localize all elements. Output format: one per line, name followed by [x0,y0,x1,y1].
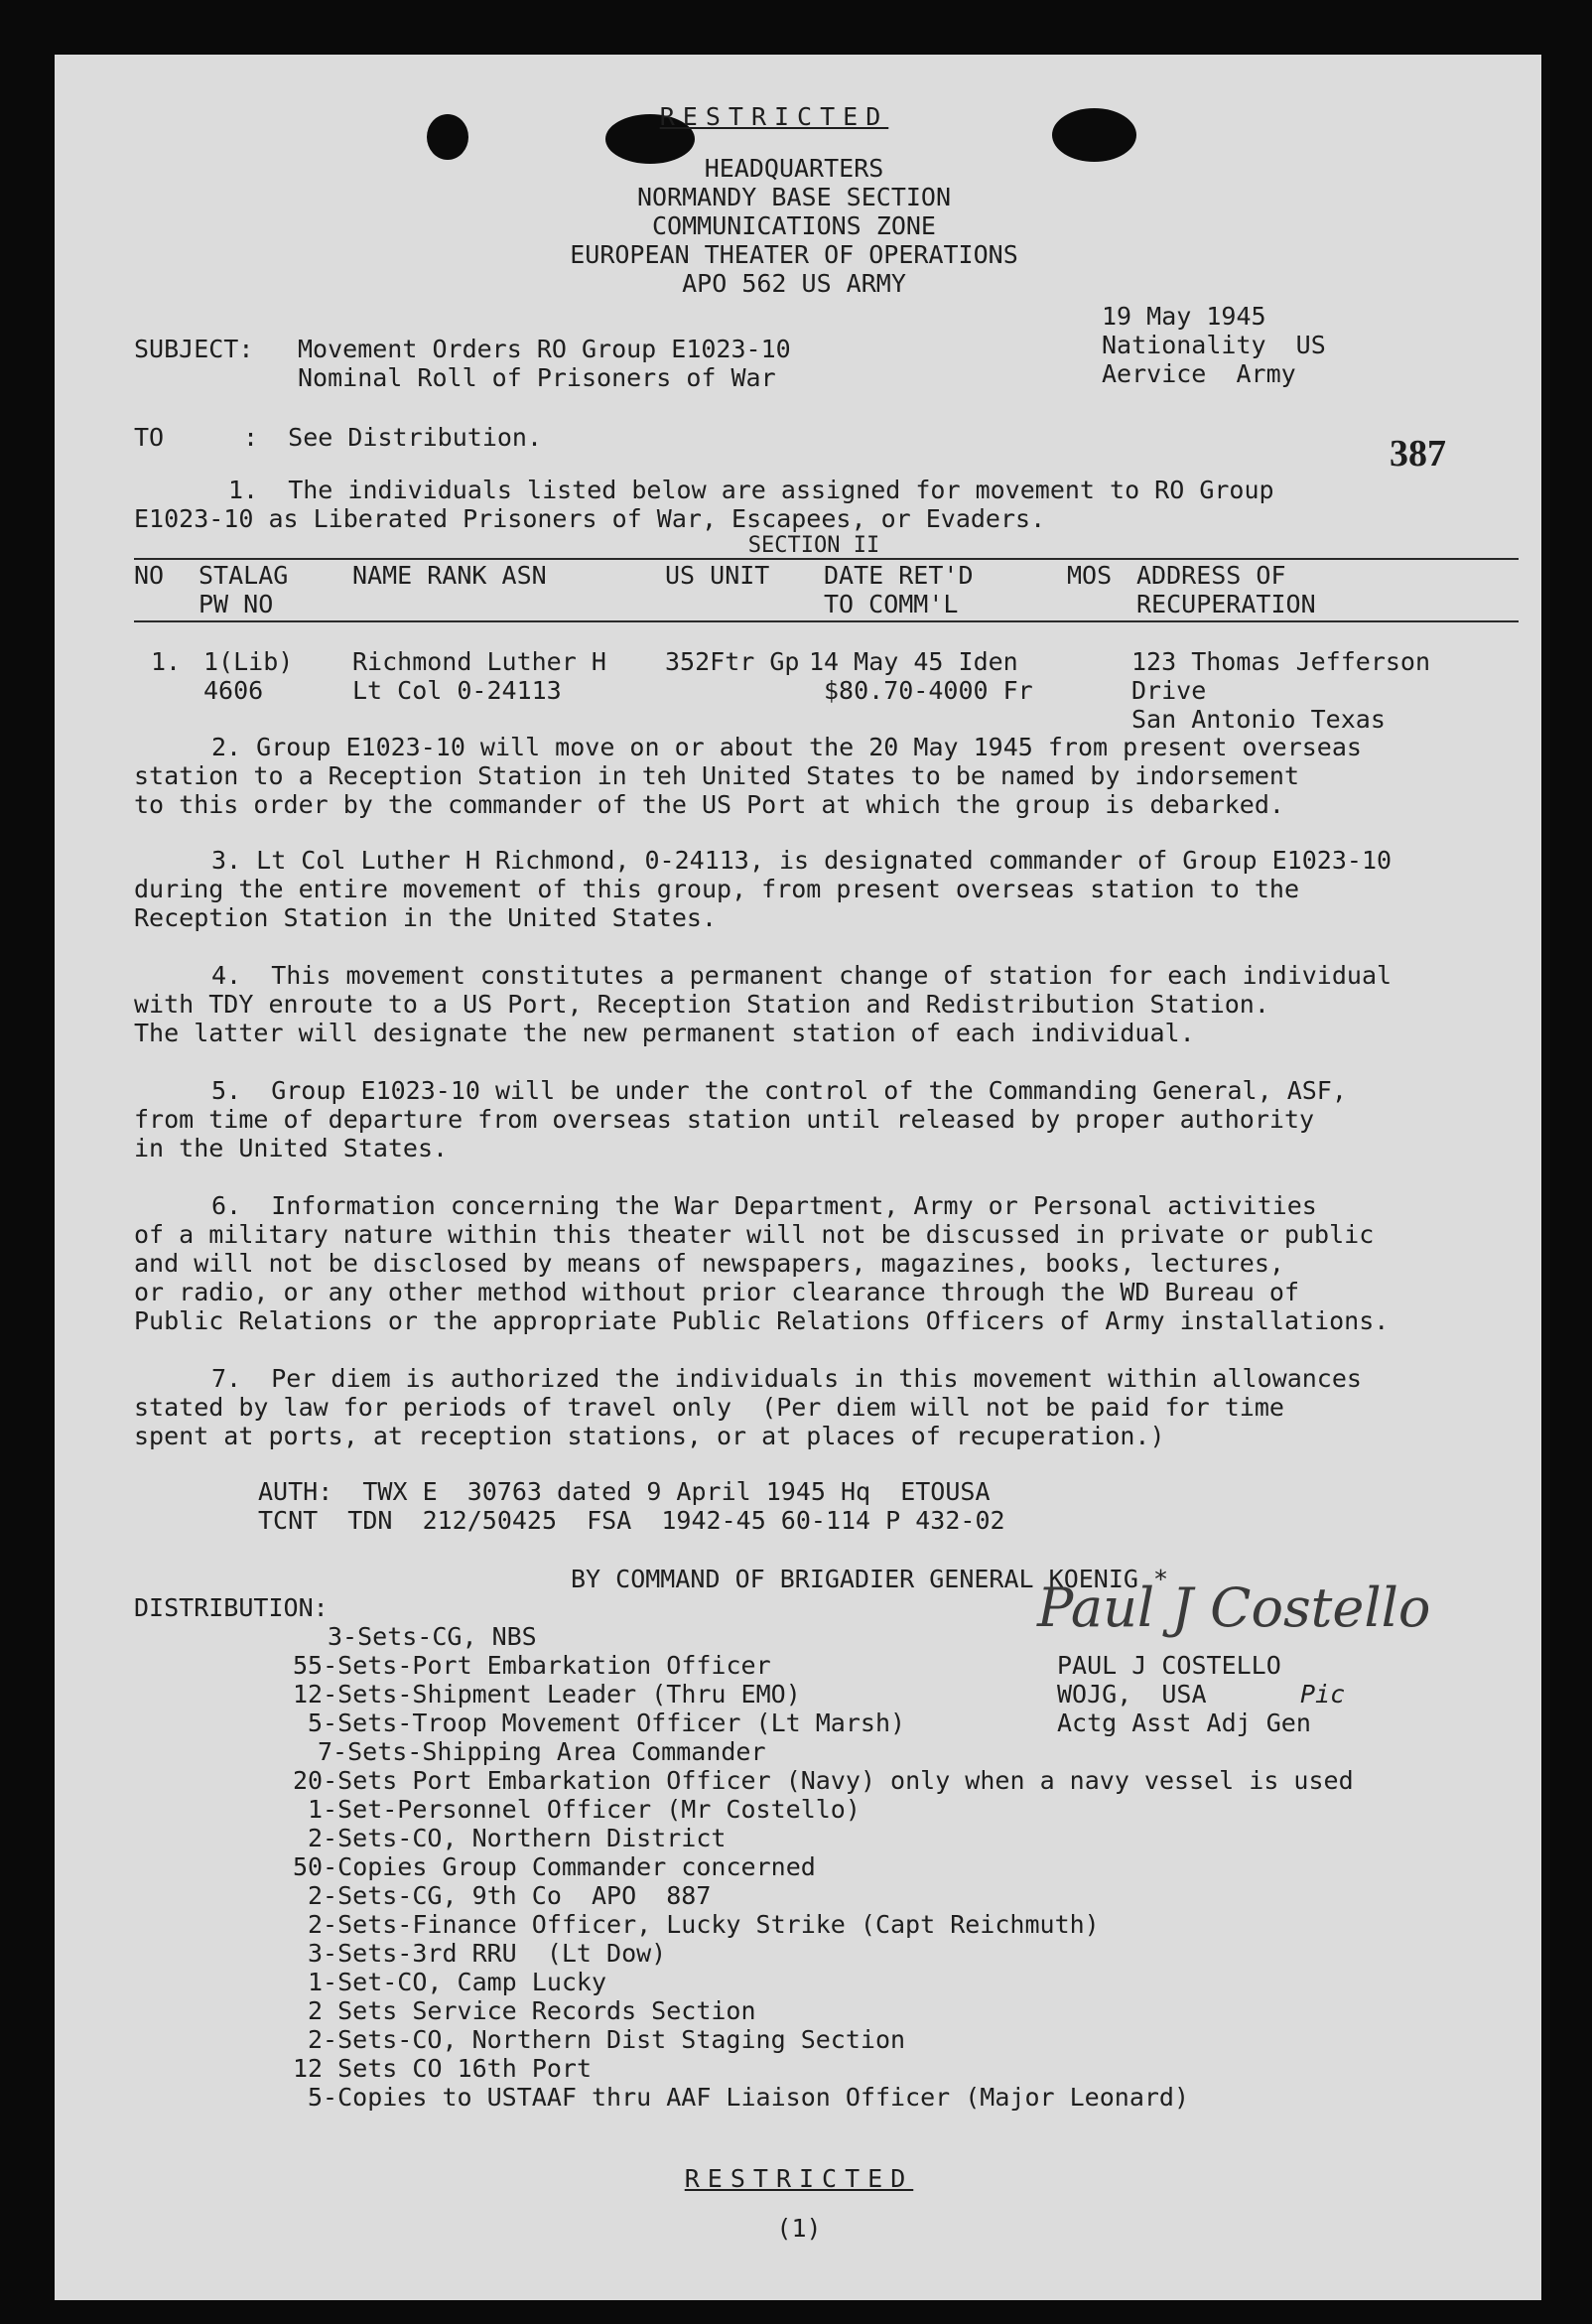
row-address: San Antonio Texas [1131,705,1386,734]
paragraph-line: with TDY enroute to a US Port, Reception Station and Redistribution Station. [134,990,1269,1019]
row-name: Richmond Luther H [352,647,606,676]
table-header-stalag: PW NO [199,590,274,618]
page-number: (1) [776,2214,822,2243]
paragraph-line: Public Relations or the appropriate Public Relations Officers of Army installations. [134,1306,1390,1335]
distribution-item: 3-Sets-3rd RRU (Lt Dow) [308,1939,667,1968]
table-header-date: DATE RET'D [824,561,974,590]
table-header-date: TO COMM'L [824,590,959,618]
paragraph-line: stated by law for periods of travel only (Per diem will not be paid for time [134,1393,1284,1422]
paragraph-line: E1023-10 as Liberated Prisoners of War, Escapees, or Evaders. [134,504,1046,533]
paragraph-line: 3. Lt Col Luther H Richmond, 0-24113, is designated commander of Group E1023-10 [211,846,1393,875]
distribution-item: 12 Sets CO 16th Port [293,2054,593,2083]
distribution-item: 3-Sets-CG, NBS [328,1622,537,1651]
paragraph-line: or radio, or any other method without prior clearance through the WD Bureau of [134,1278,1299,1306]
org-line: NORMANDY BASE SECTION [636,183,952,211]
document-page [55,55,1541,2300]
nationality: Nationality US [1102,331,1326,359]
table-header-name: NAME RANK ASN [352,561,547,590]
row-name: Lt Col 0-24113 [352,676,562,705]
table-header-address: RECUPERATION [1136,590,1316,618]
paragraph-line: to this order by the commander of the US Port at which the group is debarked. [134,790,1284,819]
paragraph-line: 7. Per diem is authorized the individuals in this movement within allowances [211,1364,1362,1393]
subject-line: Movement Orders RO Group E1023-10 [298,335,791,363]
org-line: EUROPEAN THEATER OF OPERATIONS [570,240,1018,269]
distribution-item: 1-Set-Personnel Officer (Mr Costello) [308,1795,861,1824]
service: Aervice Army [1102,359,1296,388]
row-date: 14 May 45 Iden [809,647,1018,676]
signature-title: Actg Asst Adj Gen [1057,1709,1311,1737]
distribution-item: 2 Sets Service Records Section [308,1996,756,2025]
paragraph-line: Reception Station in the United States. [134,903,717,932]
page-stamp: 387 [1390,433,1446,475]
distribution-item: 55-Sets-Port Embarkation Officer [293,1651,771,1680]
classification-header: RESTRICTED [659,102,889,131]
paragraph-line: in the United States. [134,1134,449,1162]
row-no: 1. [151,647,182,676]
table-rule [134,558,1519,560]
to-label: TO [134,423,165,452]
table-header-address: ADDRESS OF [1136,561,1286,590]
row-unit: 352Ftr Gp [665,647,800,676]
paragraph-line: and will not be disclosed by means of newspapers, magazines, books, lectures, [134,1249,1284,1278]
document-date: 19 May 1945 [1102,302,1266,331]
distribution-label: DISTRIBUTION: [134,1593,329,1622]
classification-footer: RESTRICTED [684,2164,914,2193]
auth-line: AUTH: TWX E 30763 dated 9 April 1945 Hq ETOUSA [258,1477,991,1506]
table-header-mos: MOS [1067,561,1113,590]
distribution-item: 7-Sets-Shipping Area Commander [318,1737,766,1766]
distribution-item: 2-Sets-CO, Northern District [308,1824,727,1852]
paragraph-line: 2. Group E1023-10 will move on or about the 20 May 1945 from present overseas [211,733,1362,761]
table-header-unit: US UNIT [665,561,770,590]
row-date: $80.70-4000 Fr [824,676,1033,705]
paragraph-line: 4. This movement constitutes a permanent change of station for each individual [211,961,1393,990]
distribution-item: 50-Copies Group Commander concerned [293,1852,816,1881]
distribution-item: 5-Copies to USTAAF thru AAF Liaison Officer (Major Leonard) [308,2083,1190,2112]
paragraph-line: 5. Group E1023-10 will be under the control of the Commanding General, ASF, [211,1076,1347,1105]
signature-initials: Pic [1300,1680,1346,1709]
paragraph-line: spent at ports, at reception stations, or at places of recuperation.) [134,1422,1165,1450]
paragraph-line: The latter will designate the new permanent station of each individual. [134,1019,1195,1047]
distribution-item: 5-Sets-Troop Movement Officer (Lt Marsh) [308,1709,906,1737]
paragraph-line: 6. Information concerning the War Department, Army or Personal activities [211,1191,1317,1220]
table-rule [134,620,1519,622]
to-value: : See Distribution. [243,423,543,452]
command-line: BY COMMAND OF BRIGADIER GENERAL KOENIG * [571,1565,1169,1593]
auth-line: TCNT TDN 212/50425 FSA 1942-45 60-114 P 432-02 [258,1506,1005,1535]
subject-label: SUBJECT: [134,335,254,363]
table-header-stalag: STALAG [199,561,289,590]
distribution-item: 1-Set-CO, Camp Lucky [308,1968,607,1996]
distribution-item: 20-Sets Port Embarkation Officer (Navy) only when a navy vessel is used [293,1766,1354,1795]
distribution-item: 2-Sets-CO, Northern Dist Staging Section [308,2025,906,2054]
row-address: 123 Thomas Jefferson [1131,647,1431,676]
distribution-item: 2-Sets-CG, 9th Co APO 887 [308,1881,712,1910]
row-stalag: 1(Lib) [203,647,294,676]
signature-rank: WOJG, USA [1057,1680,1207,1709]
paragraph-line: of a military nature within this theater will not be discussed in private or public [134,1220,1375,1249]
paragraph-line: during the entire movement of this group, from present overseas station to the [134,875,1299,903]
org-line: COMMUNICATIONS ZONE [652,211,936,240]
paragraph-line: from time of departure from overseas station until released by proper authority [134,1105,1315,1134]
row-stalag: 4606 [203,676,264,705]
subject-line: Nominal Roll of Prisoners of War [298,363,776,392]
distribution-item: 2-Sets-Finance Officer, Lucky Strike (Capt Reichmuth) [308,1910,1100,1939]
section-label: SECTION II [747,533,880,558]
punch-hole [427,114,468,160]
distribution-item: 12-Sets-Shipment Leader (Thru EMO) [293,1680,801,1709]
org-line: APO 562 US ARMY [682,269,906,298]
signature-name: PAUL J COSTELLO [1057,1651,1281,1680]
handwritten-signature: Paul J Costello [1037,1576,1431,1639]
paragraph-line: station to a Reception Station in teh United States to be named by indorsement [134,761,1299,790]
table-header-no: NO [134,561,165,590]
paragraph-line: 1. The individuals listed below are assigned for movement to RO Group [228,476,1274,504]
row-address: Drive [1131,676,1207,705]
org-line: HEADQUARTERS [704,154,884,183]
